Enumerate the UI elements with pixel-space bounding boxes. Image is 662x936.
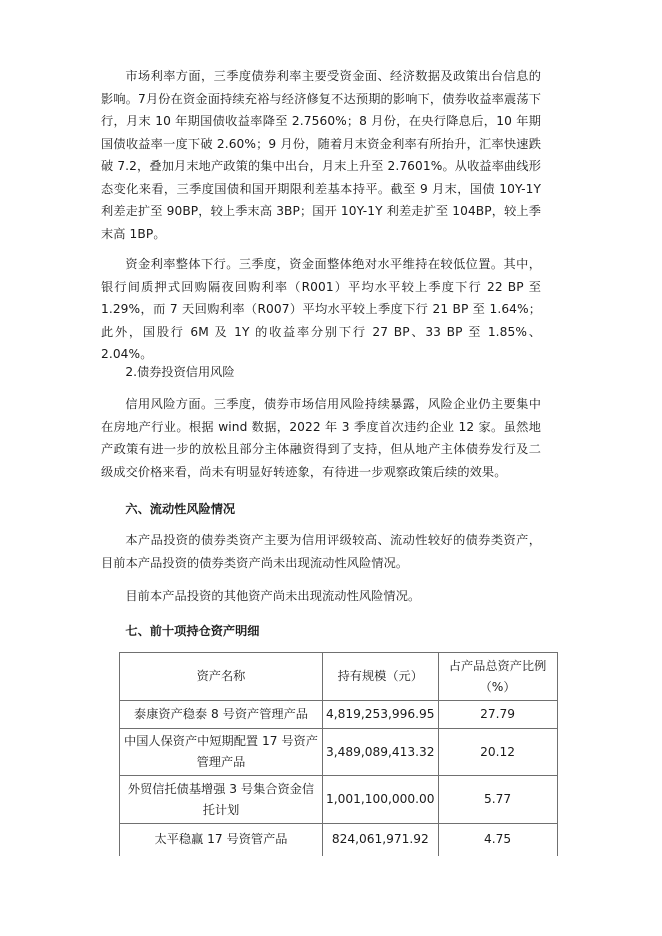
table-row [120, 824, 558, 856]
cell-asset-ratio: 20.12 [438, 729, 557, 776]
cell-asset-name: 外贸信托债基增强 3 号集合资金信托计划 [120, 776, 323, 824]
cell-holding-amount: 3,489,089,413.32 [323, 729, 439, 776]
cell-holding-amount: 1,001,100,000.00 [323, 776, 439, 824]
cell-asset-name: 太平稳赢 17 号资管产品 [120, 824, 323, 856]
section-heading-liquidity: 六、流动性风险情况 [125, 502, 236, 516]
paragraph-liquidity-2: 目前本产品投资的其他资产尚未出现流动性风险情况。 [125, 589, 421, 603]
cell-holding-amount: 824,061,971.92 [323, 824, 439, 856]
header-asset-name: 资产名称 [120, 653, 323, 701]
paragraph-market-rates: 市场利率方面，三季度债券利率主要受资金面、经济数据及政策出台信息的影响。7月份在资金面持续充裕与经济修复不达预期的影响下，债券收益率震荡下行，月末 10 年期国债收益率降至 2.7560%；8 月份，在央行降息后，10 年期国债收益率一度下破 2.60%；9 月份，随着月末资金利率有所抬升，汇率快速跌破 7.2，叠加月末地产政策的集中出台，月末上升至 2.7601%。从收益率曲线形态变化来看，三季度国债和国开期限利差基本持平。截至 9 月末，国债 10Y-1Y 利差走扩至 90BP，较上季末高 3BP；国开 10Y-1Y 利差走扩至 104BP，较上季末高 1BP。 [101, 69, 541, 241]
header-asset-ratio: 占产品总资产比例（%） [438, 653, 557, 701]
cell-asset-name: 泰康资产稳泰 8 号资产管理产品 [120, 701, 323, 729]
cell-asset-name: 中国人保资产中短期配置 17 号资产管理产品 [120, 729, 323, 776]
top-holdings-table [119, 652, 558, 856]
cell-holding-amount: 4,819,253,996.95 [323, 701, 439, 729]
paragraph-credit-risk: 信用风险方面。三季度，债券市场信用风险持续暴露，风险企业仍主要集中在房地产行业。根据 wind 数据，2022 年 3 季度首次违约企业 12 家。虽然地产政策有进一步的放松且部分主体融资得到了支持，但从地产主体债券发行及二级成交价格来看，尚未有明显好转迹象，有待进一步观察政策后续的效果。 [101, 397, 541, 479]
section-heading-credit-risk: 2.债券投资信用风险 [125, 365, 235, 379]
section-heading-top10: 七、前十项持仓资产明细 [125, 624, 260, 638]
header-holding-amount: 持有规模（元） [323, 653, 439, 701]
table-row [120, 776, 558, 824]
cell-asset-ratio: 27.79 [438, 701, 557, 729]
paragraph-liquidity-1: 本产品投资的债券类资产主要为信用评级较高、流动性较好的债券类资产，目前本产品投资的债券类资产尚未出现流动性风险情况。 [101, 533, 541, 570]
paragraph-funding-rates: 资金利率整体下行。三季度，资金面整体绝对水平维持在较低位置。其中，银行间质押式回购隔夜回购利率（R001）平均水平较上季度下行 22 BP 至 1.29%，而 7 天回购利率（R007）平均水平较上季度下行 21 BP 至 1.64%；此外，国股行 6M 及 1Y 的收益率分别下行 27 BP、33 BP 至 1.85%、2.04%。 [101, 257, 541, 361]
table-row [120, 729, 558, 776]
cell-asset-ratio: 5.77 [438, 776, 557, 824]
table-header-row [120, 653, 558, 701]
cell-asset-ratio: 4.75 [438, 824, 557, 856]
table-row [120, 701, 558, 729]
